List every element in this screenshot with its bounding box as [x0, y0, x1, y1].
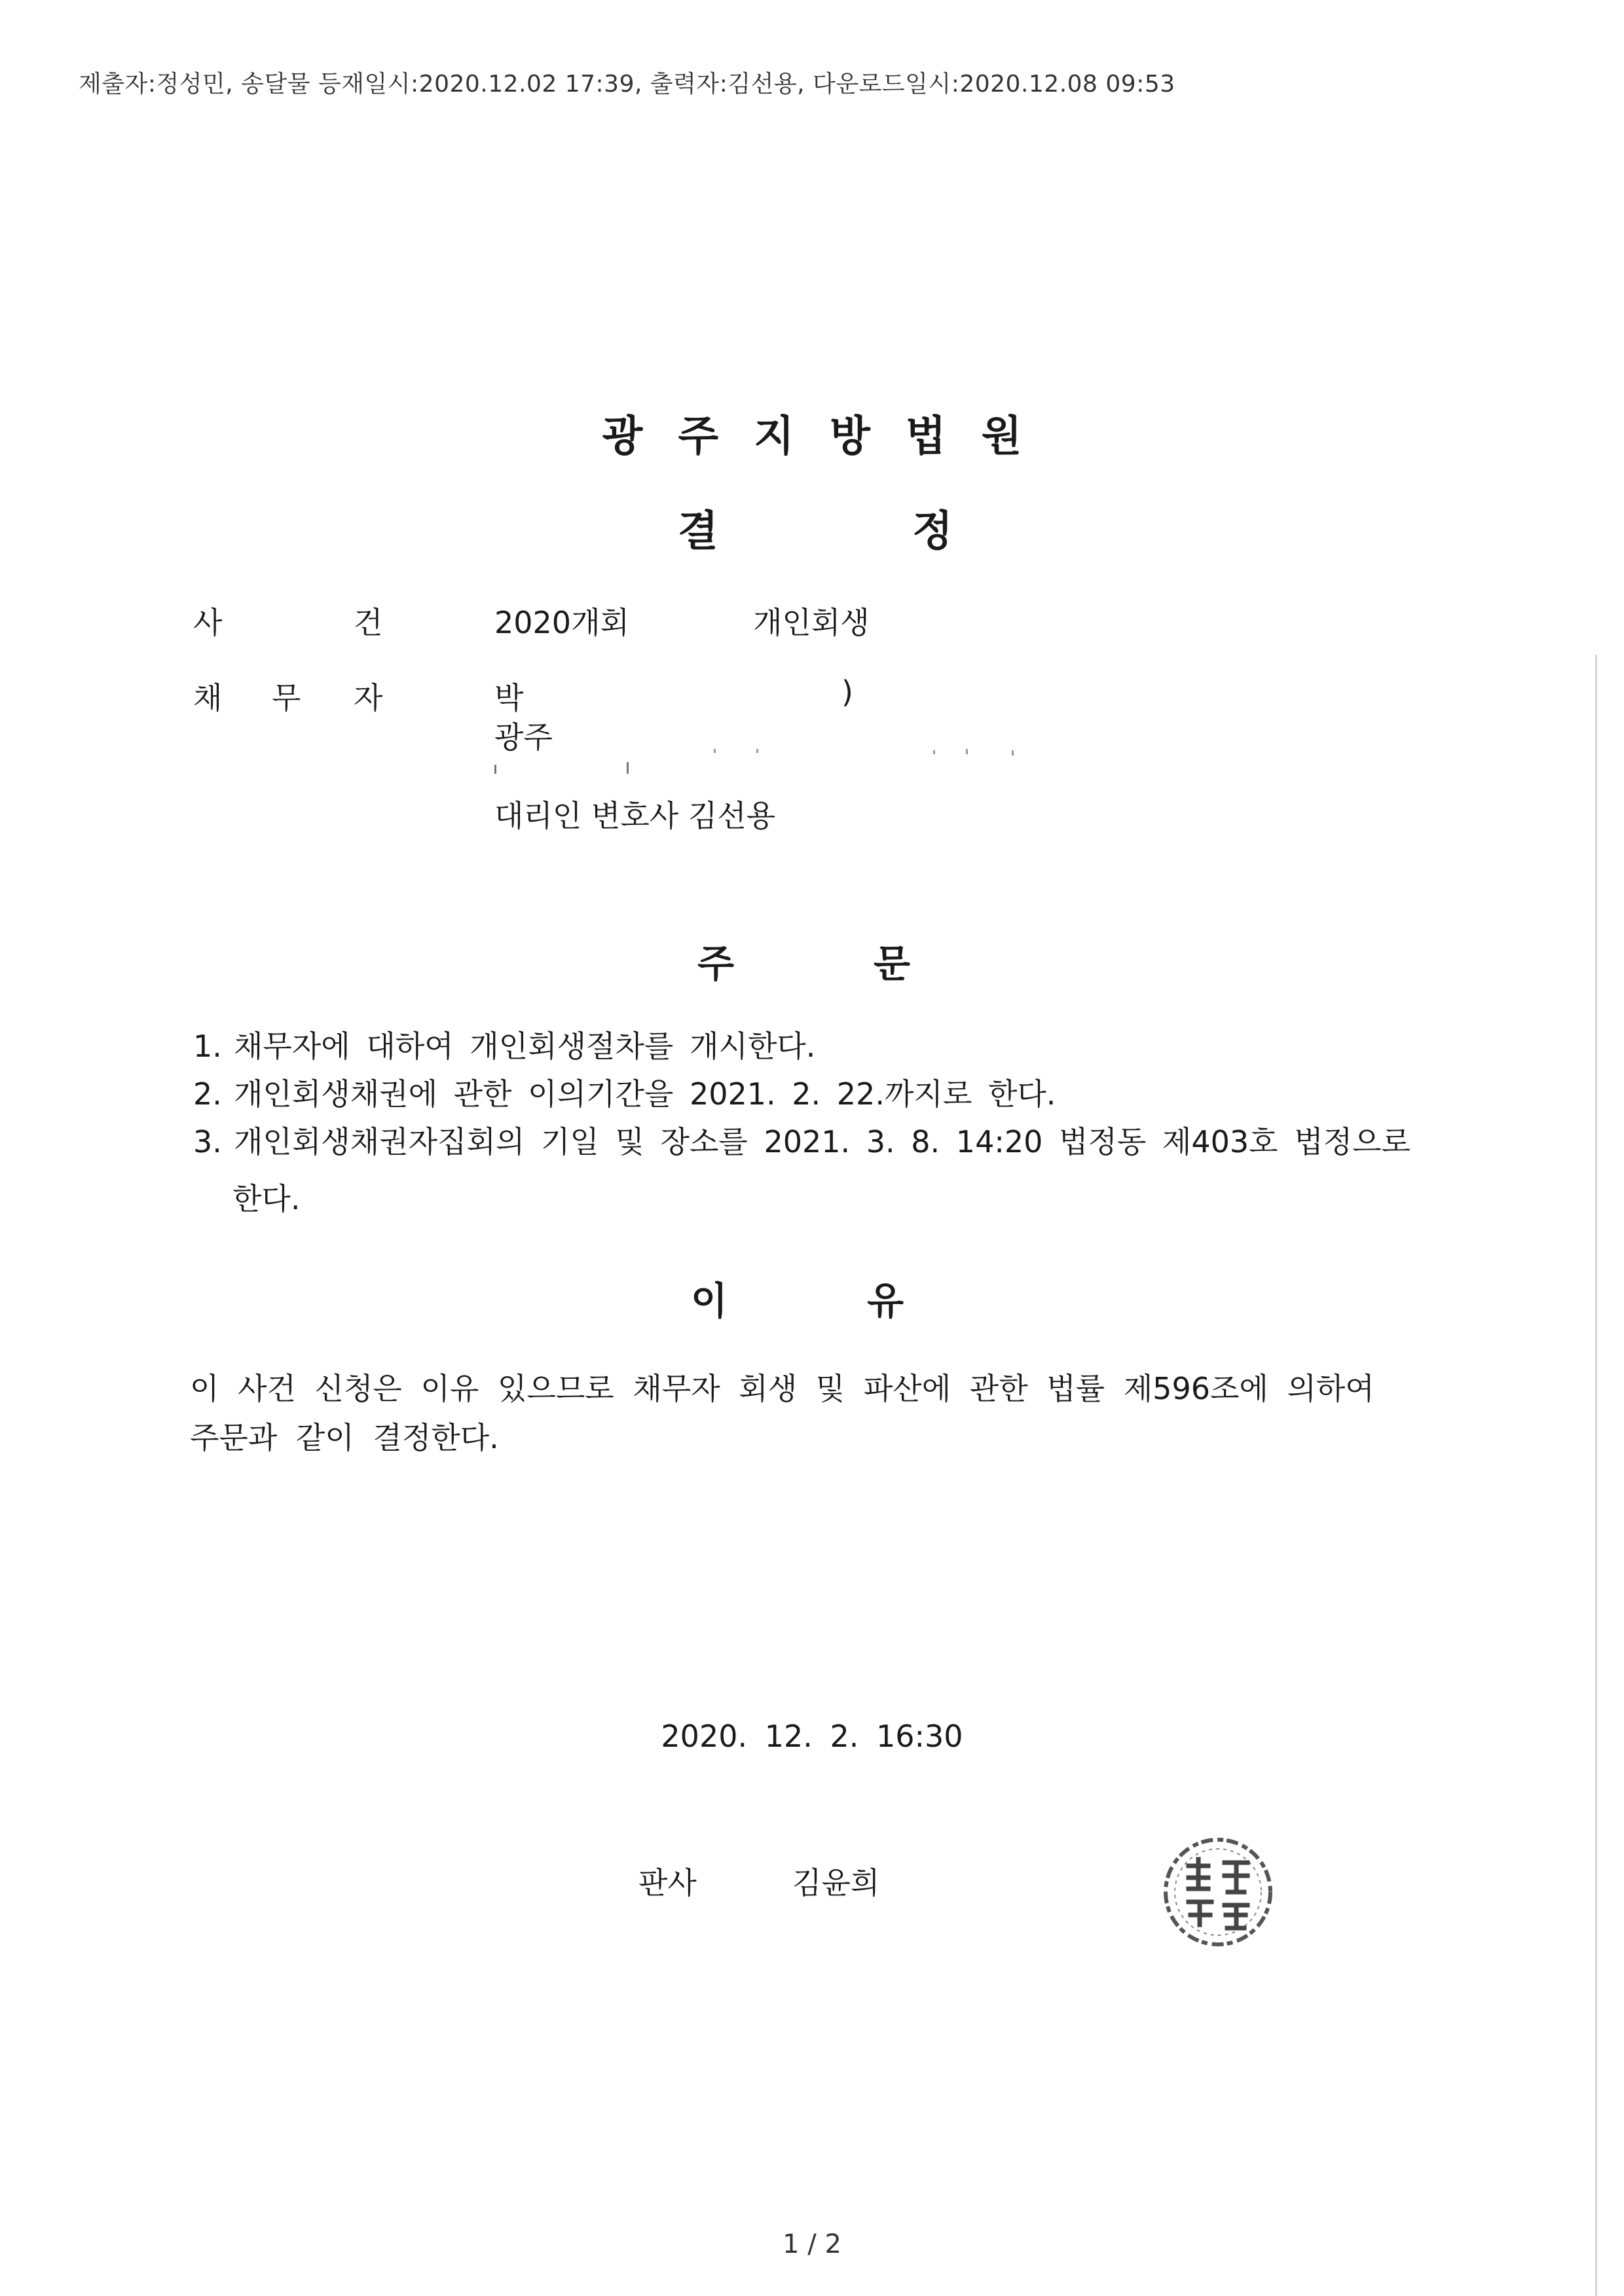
- judge-seal-stamp: [1159, 1833, 1277, 1951]
- debtor-agent: 대리인 변호사 김선용: [494, 798, 776, 833]
- order-item-2-number: 2.: [193, 1076, 222, 1112]
- reason-line-1: 이 사건 신청은 이유 있으므로 채무자 회생 및 파산에 관한 법률 제596조에 의하여: [190, 1371, 1375, 1406]
- debtor-label-char3: 자: [354, 680, 383, 716]
- order-item-1-number: 1.: [193, 1029, 222, 1064]
- document-title-right: 정: [912, 507, 953, 556]
- download-stamp-line: 제출자:정성민, 송달물 등재일시:2020.12.02 17:39, 출력자:김선용, 다운로드일시:2020.12.08 09:53: [79, 71, 1175, 98]
- judge-name: 김윤희: [792, 1865, 880, 1901]
- debtor-address: 광주: [494, 720, 553, 755]
- order-item-3: [193, 1120, 1411, 1163]
- order-item-2: [193, 1072, 1056, 1116]
- case-number: 2020개회: [494, 605, 629, 640]
- order-item-3-number: 3.: [193, 1124, 222, 1159]
- order-item-1: [193, 1025, 815, 1068]
- reason-heading: [691, 1270, 904, 1325]
- debtor-name-close-paren: ): [841, 674, 853, 710]
- debtor-label-char1: 채: [193, 680, 223, 716]
- debtor-name: 박: [494, 680, 524, 716]
- case-label-char2: 건: [354, 605, 383, 640]
- reason-heading-left: 이: [691, 1279, 728, 1323]
- reason-heading-right: 유: [866, 1279, 904, 1323]
- document-title: [678, 498, 953, 558]
- court-name: 광주지방법원: [602, 412, 1058, 461]
- order-heading-right: 문: [873, 941, 910, 986]
- judge-title: 판사: [638, 1865, 697, 1901]
- order-heading: [697, 933, 910, 988]
- document-title-left: 결: [678, 507, 718, 556]
- case-label-char1: 사: [193, 605, 223, 640]
- redacted-address-marks: [494, 746, 1084, 786]
- decision-date: 2020. 12. 2. 16:30: [661, 1719, 963, 1754]
- scan-edge-line: [1595, 655, 1597, 2296]
- debtor-label-char2: 무: [272, 680, 301, 716]
- order-item-2-text: 개인회생채권에 관한 이의기간을 2021. 2. 22.까지로 한다.: [234, 1076, 1056, 1112]
- order-item-3-continuation: 한다.: [232, 1181, 301, 1216]
- order-item-3-text: 개인회생채권자집회의 기일 및 장소를 2021. 3. 8. 14:20 법정동 제403호 법정으로: [234, 1124, 1411, 1159]
- order-heading-left: 주: [697, 941, 735, 986]
- reason-line-2: 주문과 같이 결정한다.: [190, 1420, 499, 1455]
- case-type: 개인회생: [753, 605, 870, 640]
- page-number: 1 / 2: [783, 2229, 841, 2259]
- order-item-1-text: 채무자에 대하여 개인회생절차를 개시한다.: [234, 1029, 816, 1064]
